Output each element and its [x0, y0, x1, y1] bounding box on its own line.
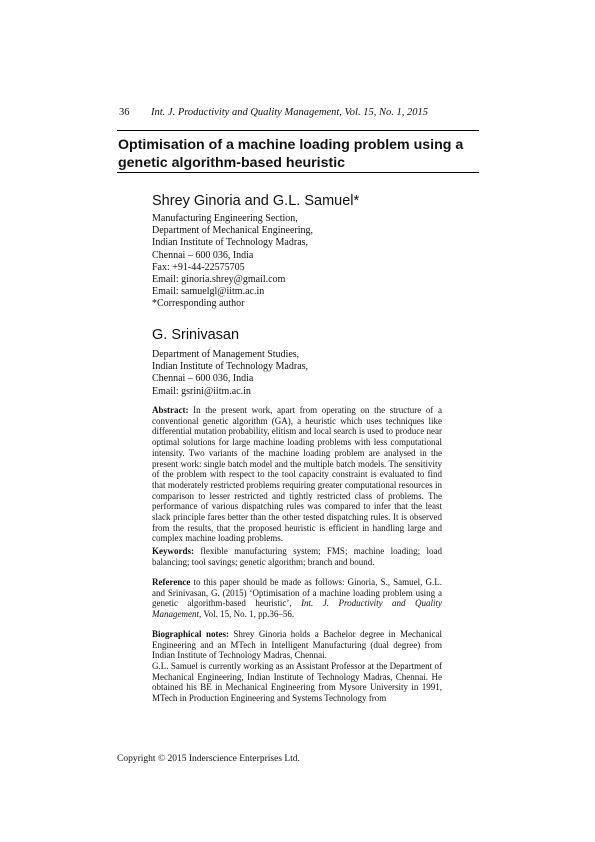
bio-label: Biographical notes: [152, 629, 229, 639]
affiliation-line: Department of Mechanical Engineering, [152, 225, 314, 237]
author-names-primary: Shrey Ginoria and G.L. Samuel* [152, 193, 360, 209]
keywords-label: Keywords: [152, 546, 194, 556]
biographical-notes-continued: G.L. Samuel is currently working as an Assistant Professor at the Department of Mechanical Engineering, Indian Institute of Technology Madras, Chennai. He obtained his BE in Mechanical Engineering from Mysore University in 1991, MTech in Production Engineering and Systems Technology from [152, 661, 442, 704]
biographical-notes [152, 629, 442, 661]
affiliation-line: Chennai – 600 036, India [152, 373, 254, 385]
affiliation-primary [152, 213, 442, 311]
abstract-label: Abstract: [152, 405, 189, 415]
abstract [152, 405, 442, 544]
affiliation-line: Indian Institute of Technology Madras, [152, 237, 309, 249]
email-line: Email: ginoria.shrey@gmail.com [152, 274, 286, 286]
corresponding-author-note: *Corresponding author [152, 298, 245, 310]
reference [152, 577, 442, 620]
affiliation-line: Indian Institute of Technology Madras, [152, 361, 309, 373]
affiliation-line: Department of Management Studies, [152, 349, 300, 360]
affiliation-secondary [152, 349, 442, 398]
title-rule-top [117, 130, 479, 131]
keywords-text: flexible manufacturing system; FMS; machine loading; load balancing; tool savings; genetic algorithm; branch and bound. [152, 546, 443, 567]
author-name-secondary: G. Srinivasan [152, 327, 240, 343]
email-line: Email: samuelgl@iitm.ac.in [152, 286, 265, 298]
paper-title: Optimisation of a machine loading problem using a genetic algorithm-based heuristic [118, 137, 464, 171]
journal-citation: Int. J. Productivity and Quality Management, Vol. 15, No. 1, 2015 [151, 107, 428, 118]
keywords [152, 546, 442, 567]
title-rule-bottom [117, 172, 479, 173]
reference-volume: , Vol. 15, No. 1, pp.36–56. [199, 609, 295, 620]
email-line: Email: gsrini@iitm.ac.in [152, 385, 251, 397]
affiliation-line: Manufacturing Engineering Section, [152, 213, 298, 224]
affiliation-line: Chennai – 600 036, India [152, 249, 254, 261]
fax-line: Fax: +91-44-22575705 [152, 261, 245, 273]
bio-text: Shrey Ginoria holds a Bachelor degree in Mechanical Engineering and an MTech in Intelligent Manufacturing (dual degree) from Indian Institute of Technology Madras, Chennai. [152, 629, 442, 661]
reference-journal: Int. J. Productivity and Quality Management [152, 598, 442, 620]
reference-text: to this paper should be made as follows: Ginoria, S., Samuel, G.L. and Srinivasan, G. (2015) ‘Optimisation of a machine loading problem using a genetic algorithm-based heuristic’, [152, 577, 443, 609]
abstract-text: In the present work, apart from operating on the structure of a conventional genetic algorithm (GA), a heuristic which uses techniques like differential mutation probability, elitism and local search is used to produce near optimal solutions for large machine loading problems with less computational intensity. Two variants of the machine loading problem are analysed in the present work: single batch model and the multiple batch models. The sensitivity of the problem with respect to the tool capacity constraint is evaluated to find that moderately restricted problems requiring greater computational resources in comparison to lesser restricted and tightly restricted class of problems. The performance of various dispatching rules was compared to infer that the least slack principle fares better than the other tested dispatching rules. It is observed from the results, that the proposed heuristic is efficient in handling large and complex machine loading problems. [152, 405, 443, 544]
page-number: 36 [119, 107, 130, 118]
reference-label: Reference [152, 577, 191, 587]
copyright-footer: Copyright © 2015 Inderscience Enterprises Ltd. [117, 754, 300, 764]
